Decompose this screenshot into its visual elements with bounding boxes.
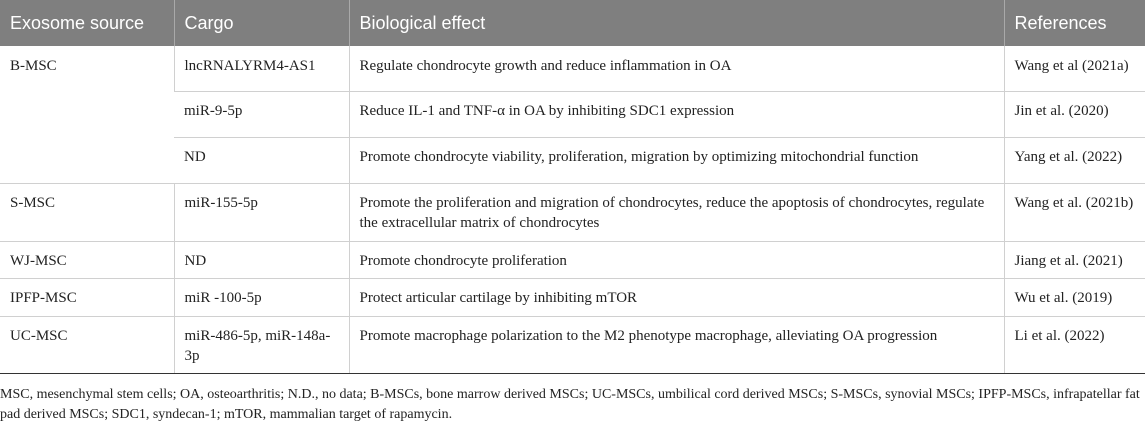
- table-footnote: MSC, mesenchymal stem cells; OA, osteoarthritis; N.D., no data; B-MSCs, bone marrow derived MSCs; UC-MSCs, umbilical cord derived MSCs; S-MSCs, synovial MSCs; IPFP-MSCs, infrapatellar fat pad derived MSCs; SDC1, syndecan-1; mTOR, mammalian target of rapamycin.: [0, 387, 1140, 422]
- cell-reference: Wang et al. (2021b): [1004, 183, 1145, 241]
- cell-effect: Protect articular cartilage by inhibiting mTOR: [349, 278, 1004, 316]
- cell-reference: Wu et al. (2019): [1004, 278, 1145, 316]
- table-row: [0, 278, 1145, 316]
- cell-effect: Promote chondrocyte viability, proliferation, migration by optimizing mitochondrial function: [349, 138, 1004, 183]
- cell-cargo: miR-155-5p: [174, 183, 349, 241]
- header-row: [0, 0, 1145, 46]
- table-row: [0, 241, 1145, 278]
- cell-source: S-MSC: [0, 183, 174, 241]
- cell-effect: Promote chondrocyte proliferation: [349, 241, 1004, 278]
- header-cargo: Cargo: [174, 0, 349, 46]
- table-header: [0, 0, 1145, 46]
- cell-cargo: miR -100-5p: [174, 278, 349, 316]
- table-row: [0, 46, 1145, 91]
- cell-source: B-MSC: [0, 46, 174, 183]
- cell-cargo: miR-486-5p, miR-148a-3p: [174, 316, 349, 373]
- cell-reference: Jin et al. (2020): [1004, 91, 1145, 137]
- table-row: [0, 183, 1145, 241]
- header-exosome-source: Exosome source: [0, 0, 174, 46]
- cell-effect: Reduce IL-1 and TNF-α in OA by inhibiting SDC1 expression: [349, 91, 1004, 137]
- cell-effect: Promote the proliferation and migration of chondrocytes, reduce the apoptosis of chondrocytes, regulate the extracellular matrix of chondrocytes: [349, 183, 1004, 241]
- cell-source: UC-MSC: [0, 316, 174, 373]
- header-biological-effect: Biological effect: [349, 0, 1004, 46]
- cell-cargo: ND: [174, 241, 349, 278]
- cell-reference: Yang et al. (2022): [1004, 138, 1145, 183]
- cell-effect: Regulate chondrocyte growth and reduce inflammation in OA: [349, 46, 1004, 91]
- cell-cargo: ND: [174, 138, 349, 183]
- cell-reference: Li et al. (2022): [1004, 316, 1145, 373]
- cell-cargo: miR-9-5p: [174, 91, 349, 137]
- cell-cargo: lncRNALYRM4-AS1: [174, 46, 349, 91]
- cell-reference: Jiang et al. (2021): [1004, 241, 1145, 278]
- table-body: [0, 46, 1145, 373]
- cell-effect: Promote macrophage polarization to the M2 phenotype macrophage, alleviating OA progression: [349, 316, 1004, 373]
- header-references: References: [1004, 0, 1145, 46]
- cell-source: WJ-MSC: [0, 241, 174, 278]
- table-row: [0, 316, 1145, 373]
- cell-reference: Wang et al (2021a): [1004, 46, 1145, 91]
- cell-source: IPFP-MSC: [0, 278, 174, 316]
